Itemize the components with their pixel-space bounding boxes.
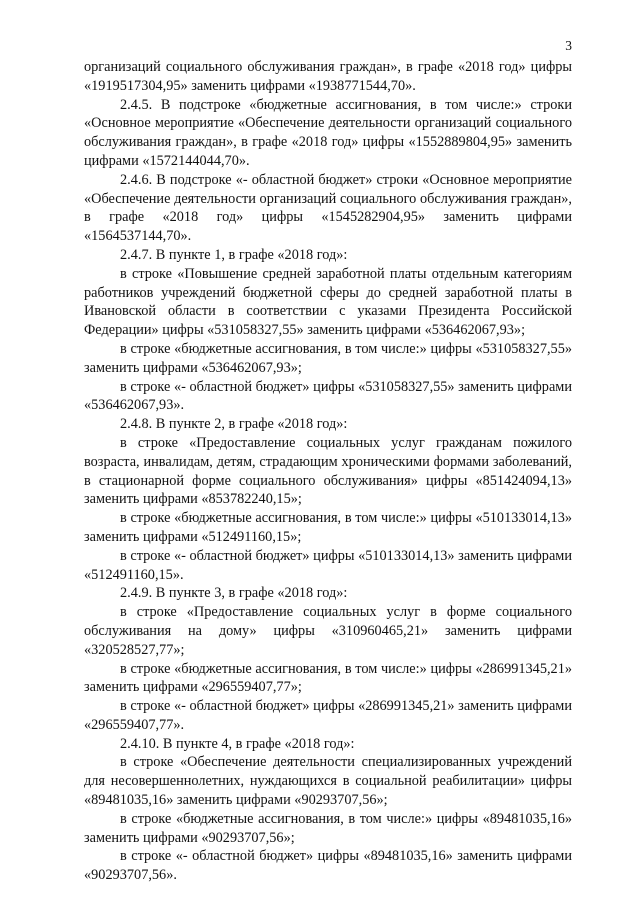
paragraph: в строке «Повышение средней заработной платы отдельным категориям работников учреждений бюджетной сферы до средней заработной платы в Ивановской области в соответствии с указами Президента Российской Федерации» цифры «531058327,55» заменить цифрами «536462067,93»; [84, 265, 572, 339]
document-body [84, 58, 572, 885]
paragraph: 2.4.9. В пункте 3, в графе «2018 год»: [120, 585, 348, 602]
paragraph: 2.4.10. В пункте 4, в графе «2018 год»: [120, 735, 355, 752]
paragraph: 2.4.7. В пункте 1, в графе «2018 год»: [120, 246, 348, 263]
paragraph: в строке «Предоставление социальных услуг гражданам пожилого возраста, инвалидам, детям, страдающим хроническими формами заболеваний, в стационарной форме социального обслуживания» цифры «851424094,13» заменить цифрами «853782240,15»; [84, 434, 572, 508]
paragraph: 2.4.8. В пункте 2, в графе «2018 год»: [120, 416, 348, 433]
page-number: 3 [565, 38, 572, 53]
paragraph: в строке «- областной бюджет» цифры «89481035,16» заменить цифрами «90293707,56». [84, 848, 572, 884]
paragraph: в строке «Обеспечение деятельности специализированных учреждений для несовершеннолетних, нуждающихся в социальной реабилитации» цифры «89481035,16» заменить цифрами «90293707,56»; [84, 754, 572, 809]
paragraph: в строке «- областной бюджет» цифры «531058327,55» заменить цифрами «536462067,93». [84, 378, 572, 414]
paragraph: в строке «- областной бюджет» цифры «286991345,21» заменить цифрами «296559407,77». [84, 698, 572, 733]
paragraph: в строке «бюджетные ассигнования, в том числе:» цифры «510133014,13» заменить цифрами «512491160,15»; [84, 510, 572, 545]
paragraph: в строке «бюджетные ассигнования, в том числе:» цифры «531058327,55» заменить цифрами «536462067,93»; [84, 340, 572, 376]
paragraph: в строке «бюджетные ассигнования, в том числе:» цифры «286991345,21» заменить цифрами «296559407,77»; [84, 660, 572, 696]
paragraph: организаций социального обслуживания граждан», в графе «2018 год» цифры «1919517304,95» заменить цифрами «1938771544,70». [84, 59, 572, 94]
paragraph: в строке «бюджетные ассигнования, в том числе:» цифры «89481035,16» заменить цифрами «90293707,56»; [84, 810, 572, 846]
paragraph: в строке «Предоставление социальных услуг в форме социального обслуживания на дому» цифры «310960465,21» заменить цифрами «320528527,77»; [84, 604, 572, 658]
paragraph: 2.4.5. В подстроке «бюджетные ассигнования, в том числе:» строки «Основное мероприятие «Обеспечение деятельности организаций социального обслуживания граждан», в графе «2018 год» цифры «1552889804,95» заменить цифрами «1572144044,70». [84, 96, 572, 169]
paragraph: в строке «- областной бюджет» цифры «510133014,13» заменить цифрами «512491160,15». [84, 547, 572, 583]
paragraph: 2.4.6. В подстроке «- областной бюджет» строки «Основное мероприятие «Обеспечение деятельности организаций социального обслуживания граждан», в графе «2018 год» цифры «1545282904,95» заменить цифрами «1564537144,70». [84, 171, 572, 245]
